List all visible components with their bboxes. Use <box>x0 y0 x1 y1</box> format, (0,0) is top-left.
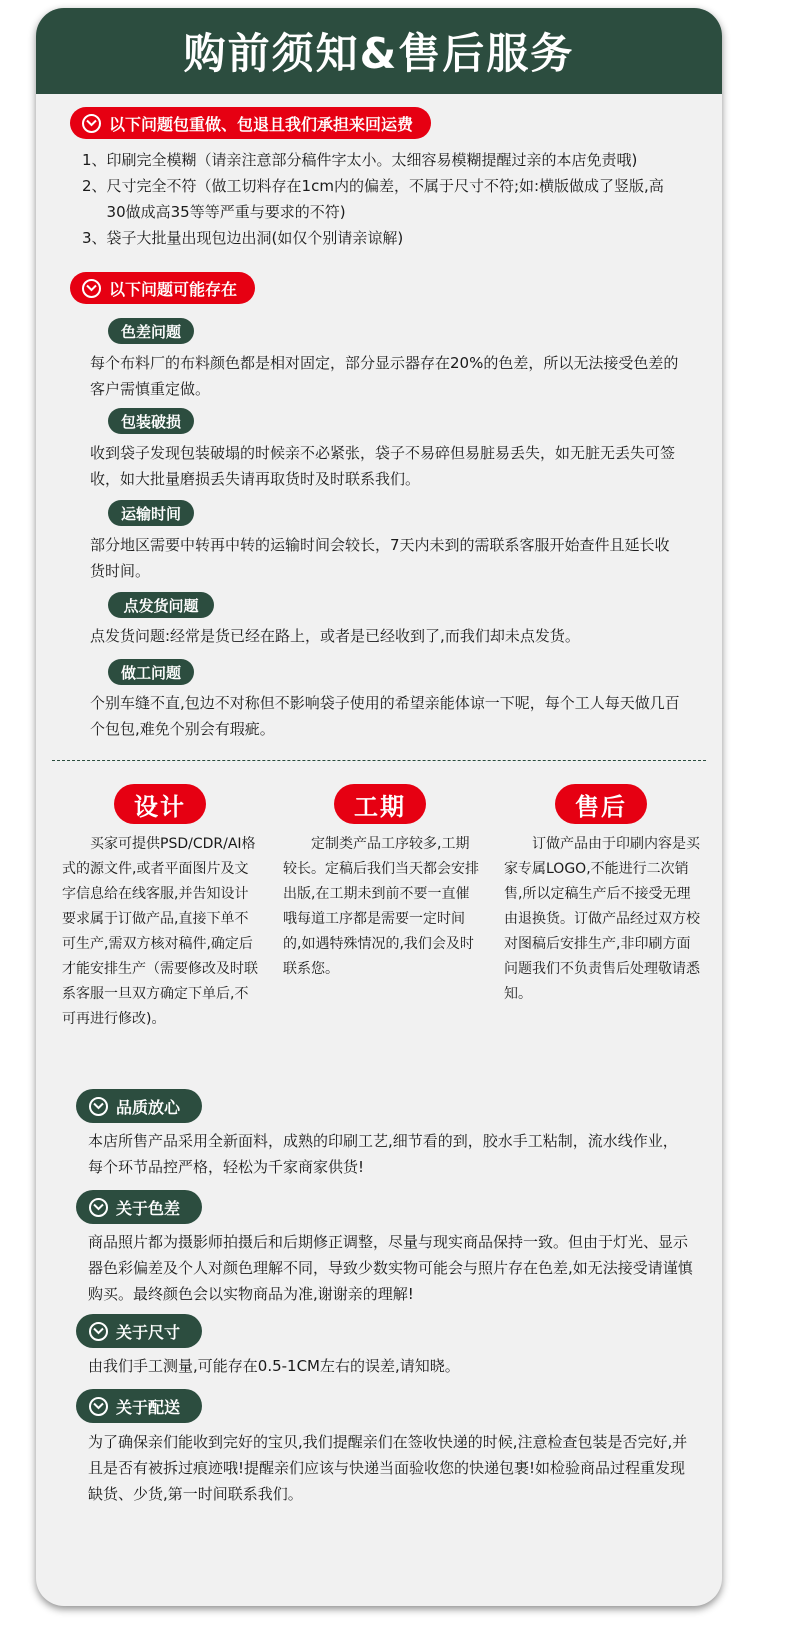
item-text: 印刷完全模糊（请亲注意部分稿件字太小。太细容易模糊提醒过亲的本店免责哦) <box>106 151 638 169</box>
column-text-design <box>62 832 258 1032</box>
topic-text-packaging: 收到袋子发现包装破塌的时候亲不必紧张，袋子不易碎但易脏易丢失，如无脏无丢失可签收，如大批量磨损丢失请再取货时及时联系我们。 <box>90 444 676 488</box>
section2-heading: 以下问题可能存在 <box>109 279 238 299</box>
column-title-aftersale: 售后 <box>555 784 647 824</box>
section1-heading: 以下问题包重做、包退且我们承担来回运费 <box>109 114 414 134</box>
list-item <box>82 225 707 251</box>
size-text: 由我们手工测量,可能存在0.5-1CM左右的误差,请知晓。 <box>88 1357 460 1375</box>
chevron-down-circle-icon <box>89 1198 108 1217</box>
quality-text: 本店所售产品采用全新面料，成熟的印刷工艺,细节看的到，胶水手工粘制，流水线作业，每个环节品控严格，轻松为千家商家供货! <box>88 1132 678 1176</box>
delivery-heading-pill <box>76 1389 202 1423</box>
item-text: 袋子大批量出现包边出洞(如仅个别请亲谅解) <box>106 229 404 247</box>
list-item <box>82 147 707 173</box>
topic-tag-workmanship: 做工问题 <box>108 659 194 685</box>
chevron-down-circle-icon <box>82 279 101 298</box>
topic-tag-dispatch: 点发货问题 <box>108 592 214 618</box>
column-paragraph: 订做产品由于印刷内容是买家专属LOGO,不能进行二次销售,所以定稿生产后不接受无理由退换货。订做产品经过双方校对图稿后安排生产,非印刷方面问题我们不负责售后处理敬请悉知。 <box>504 836 700 1002</box>
delivery-heading: 关于配送 <box>116 1397 181 1417</box>
column-text-schedule <box>283 832 479 982</box>
chevron-down-circle-icon <box>89 1397 108 1416</box>
column-paragraph: 定制类产品工序较多,工期较长。定稿后我们当天都会安排出版,在工期未到前不要一直催哦每道工序都是需要一定时间的,如遇特殊情况的,我们会及时联系您。 <box>283 836 479 977</box>
item-number: 2、 <box>82 177 107 195</box>
section1-list <box>82 147 707 251</box>
color-heading: 关于色差 <box>116 1198 181 1218</box>
color-heading-pill <box>76 1190 202 1224</box>
chevron-down-circle-icon <box>89 1322 108 1341</box>
item-text: 尺寸完全不符（做工切料存在1cm内的偏差，不属于尺寸不符;如:横版做成了竖版,高30做成高35等等严重与要求的不符) <box>106 177 664 221</box>
column-text-aftersale <box>504 832 700 1007</box>
topic-text-shipping: 部分地区需要中转再中转的运输时间会较长，7天内未到的需联系客服开始查件且延长收货时间。 <box>90 536 670 580</box>
topic-tag-packaging: 包装破损 <box>108 408 194 434</box>
item-number: 3、 <box>82 229 107 247</box>
topic-text-dispatch: 点发货问题:经常是货已经在路上，或者是已经收到了,而我们却未点发货。 <box>90 627 580 645</box>
size-heading-pill <box>76 1314 202 1348</box>
section2-heading-pill <box>70 272 255 304</box>
topic-tag-color: 色差问题 <box>108 318 194 344</box>
chevron-down-circle-icon <box>82 114 101 133</box>
page-title: 购前须知&售后服务 <box>36 8 722 94</box>
column-title-schedule: 工期 <box>334 784 426 824</box>
section1-heading-pill <box>70 107 431 139</box>
section-divider <box>52 760 706 761</box>
item-number: 1、 <box>82 151 107 169</box>
quality-heading: 品质放心 <box>116 1097 181 1117</box>
size-heading: 关于尺寸 <box>116 1322 181 1342</box>
delivery-text: 为了确保亲们能收到完好的宝贝,我们提醒亲们在签收快递的时候,注意检查包装是否完好,并且是否有被拆过痕迹哦!提醒亲们应该与快递当面验收您的快递包裹!如检验商品过程重发现缺货、少货,第一时间联系我们。 <box>88 1433 688 1503</box>
chevron-down-circle-icon <box>89 1097 108 1116</box>
topic-text-workmanship: 个别车缝不直,包边不对称但不影响袋子使用的希望亲能体谅一下呢，每个工人每天做几百个包包,难免个别会有瑕疵。 <box>90 694 680 738</box>
quality-heading-pill <box>76 1089 202 1123</box>
column-paragraph: 买家可提供PSD/CDR/AI格式的源文件,或者平面图片及文字信息给在线客服,并告知设计要求属于订做产品,直接下单不可生产,需双方核对稿件,确定后才能安排生产（需要修改及时联系客服一旦双方确定下单后,不可再进行修改)。 <box>62 836 258 1027</box>
column-title-design: 设计 <box>114 784 206 824</box>
topic-tag-shipping: 运输时间 <box>108 500 194 526</box>
list-item <box>82 173 707 225</box>
topic-text-color: 每个布料厂的布料颜色都是相对固定，部分显示器存在20%的色差，所以无法接受色差的客户需慎重定做。 <box>90 354 679 398</box>
color-text: 商品照片都为摄影师拍摄后和后期修正调整，尽量与现实商品保持一致。但由于灯光、显示器色彩偏差及个人对颜色理解不同，导致少数实物可能会与照片存在色差,如无法接受请谨慎购买。最终颜色会以实物商品为准,谢谢亲的理解! <box>88 1233 693 1303</box>
